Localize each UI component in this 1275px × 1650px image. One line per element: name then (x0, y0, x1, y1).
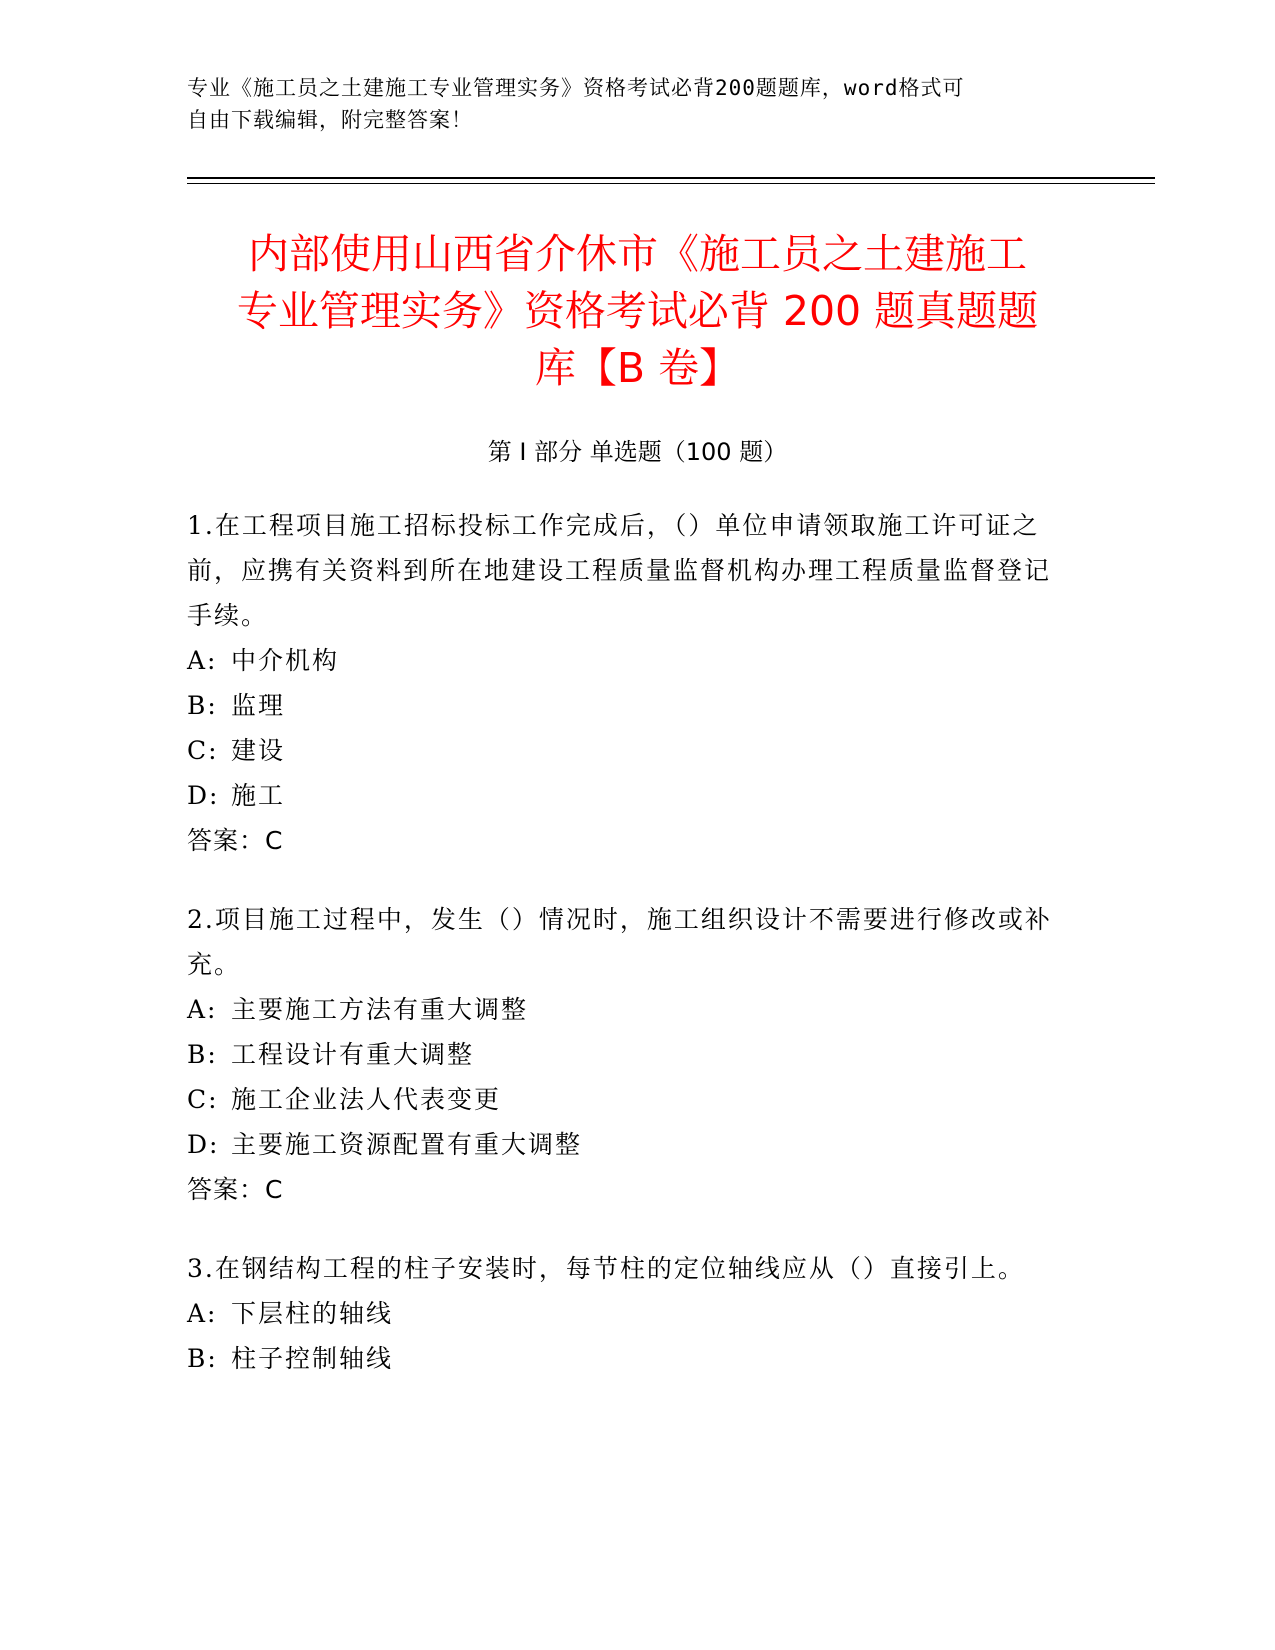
option-text: 主要施工方法有重大调整 (231, 995, 529, 1024)
question-item (187, 503, 1067, 863)
option-text: 建设 (231, 736, 286, 765)
document-title-line: 专业管理实务》资格考试必背 200 题真题题 (236, 287, 1039, 335)
header-note (187, 72, 1067, 136)
option-key: C: (187, 1085, 219, 1114)
option-text: 施工企业法人代表变更 (231, 1085, 502, 1114)
option-text: 施工 (231, 781, 286, 810)
option-a (187, 987, 1067, 1032)
option-b (187, 1336, 1067, 1381)
question-item (187, 1246, 1067, 1381)
option-key: B: (187, 1040, 218, 1069)
answer: 答案：C (187, 826, 284, 855)
document-title-line: 内部使用山西省介休市《施工员之土建施工 (248, 230, 1027, 278)
option-d (187, 773, 1067, 818)
option-text: 中介机构 (231, 646, 340, 675)
header-divider-thin (187, 183, 1155, 184)
option-c (187, 1077, 1067, 1122)
question-stem: 3.在钢结构工程的柱子安装时，每节柱的定位轴线应从（）直接引上。 (187, 1254, 1025, 1283)
header-note-line: 专业《施工员之土建施工专业管理实务》资格考试必背200题题库，word格式可 (187, 76, 965, 100)
option-text: 柱子控制轴线 (231, 1344, 394, 1373)
option-key: B: (187, 691, 218, 720)
option-a (187, 638, 1067, 683)
option-key: A: (187, 995, 218, 1024)
option-key: A: (187, 1299, 218, 1328)
header-divider-thick (187, 177, 1155, 179)
option-b (187, 683, 1067, 728)
option-key: A: (187, 646, 218, 675)
option-text: 工程设计有重大调整 (231, 1040, 475, 1069)
document-title-line: 库【B 卷】 (534, 344, 741, 392)
section-title: 第 I 部分 单选题（100 题） (487, 438, 788, 466)
option-b (187, 1032, 1067, 1077)
option-text: 下层柱的轴线 (231, 1299, 394, 1328)
document-title (150, 226, 1125, 397)
header-note-line: 自由下载编辑，附完整答案！ (187, 108, 473, 132)
option-a (187, 1291, 1067, 1336)
option-d (187, 1122, 1067, 1167)
option-text: 监理 (231, 691, 286, 720)
question-item (187, 897, 1067, 1212)
option-c (187, 728, 1067, 773)
option-text: 主要施工资源配置有重大调整 (231, 1130, 583, 1159)
option-key: B: (187, 1344, 218, 1373)
question-stem: 1.在工程项目施工招标投标工作完成后，（）单位申请领取施工许可证之前，应携有关资料到所在地建设工程质量监督机构办理工程质量监督登记手续。 (187, 511, 1052, 630)
option-key: D: (187, 1130, 220, 1159)
question-stem: 2.项目施工过程中，发生（）情况时，施工组织设计不需要进行修改或补充。 (187, 905, 1052, 979)
option-key: D: (187, 781, 220, 810)
answer: 答案：C (187, 1175, 284, 1204)
option-key: C: (187, 736, 219, 765)
